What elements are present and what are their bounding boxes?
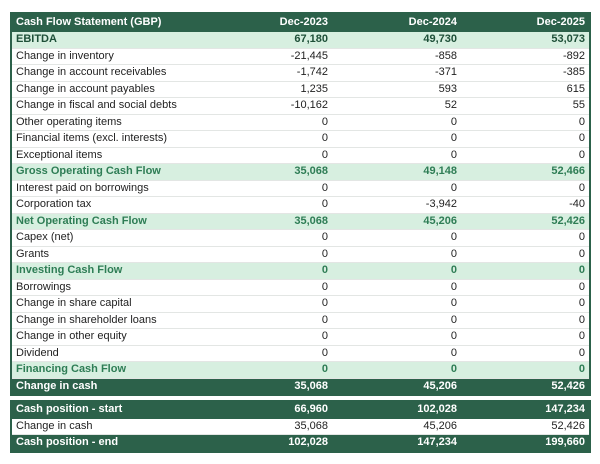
row-value: 0 <box>332 329 461 346</box>
row-value: 52 <box>332 98 461 115</box>
row-label: Financial items (excl. interests) <box>11 131 203 148</box>
table-row <box>11 378 590 395</box>
row-value: 53,073 <box>461 32 590 49</box>
row-value: 0 <box>461 114 590 131</box>
row-value: 0 <box>332 263 461 280</box>
row-value: 0 <box>203 296 332 313</box>
table-row <box>11 180 590 197</box>
row-label: Gross Operating Cash Flow <box>11 164 203 181</box>
row-label: Change in inventory <box>11 48 203 65</box>
row-value: 45,206 <box>332 418 461 435</box>
row-value: 0 <box>203 180 332 197</box>
table-row <box>11 114 590 131</box>
row-value: 35,068 <box>203 378 332 395</box>
row-value: 35,068 <box>203 164 332 181</box>
row-label: Change in cash <box>11 418 203 435</box>
row-value: 0 <box>461 246 590 263</box>
row-value: 0 <box>461 312 590 329</box>
row-label: EBITDA <box>11 32 203 49</box>
row-label: Other operating items <box>11 114 203 131</box>
row-value: 102,028 <box>203 435 332 452</box>
row-value: 0 <box>461 131 590 148</box>
row-value: -3,942 <box>332 197 461 214</box>
row-value: -1,742 <box>203 65 332 82</box>
row-value: -385 <box>461 65 590 82</box>
row-value: 0 <box>203 197 332 214</box>
row-value: 0 <box>203 131 332 148</box>
table-row <box>11 296 590 313</box>
row-value: -892 <box>461 48 590 65</box>
row-value: 0 <box>461 263 590 280</box>
table-row <box>11 32 590 49</box>
row-value: 0 <box>461 296 590 313</box>
row-value: 45,206 <box>332 378 461 395</box>
table-row <box>11 98 590 115</box>
row-label: Change in shareholder loans <box>11 312 203 329</box>
row-value: 0 <box>203 230 332 247</box>
row-value: 615 <box>461 81 590 98</box>
cash-flow-statement <box>10 12 590 453</box>
row-value: 0 <box>461 230 590 247</box>
row-value: 593 <box>332 81 461 98</box>
table-row <box>11 312 590 329</box>
table-row <box>11 131 590 148</box>
table-row <box>11 164 590 181</box>
row-value: 102,028 <box>332 401 461 418</box>
row-value: 0 <box>332 246 461 263</box>
row-value: 35,068 <box>203 213 332 230</box>
row-value: 55 <box>461 98 590 115</box>
row-value: 0 <box>461 329 590 346</box>
row-value: 0 <box>332 114 461 131</box>
table-row <box>11 213 590 230</box>
column-header-dec-2025: Dec-2025 <box>461 13 590 32</box>
row-label: Cash position - start <box>11 401 203 418</box>
row-value: 66,960 <box>203 401 332 418</box>
table-row <box>11 65 590 82</box>
table-row <box>11 81 590 98</box>
row-value: 0 <box>461 345 590 362</box>
row-value: 49,148 <box>332 164 461 181</box>
row-value: 52,466 <box>461 164 590 181</box>
table-row <box>11 418 590 435</box>
row-label: Dividend <box>11 345 203 362</box>
table-header-row <box>11 13 590 32</box>
row-value: 0 <box>332 147 461 164</box>
row-value: 199,660 <box>461 435 590 452</box>
row-label: Grants <box>11 246 203 263</box>
table-row <box>11 246 590 263</box>
row-value: 0 <box>332 296 461 313</box>
table-row <box>11 329 590 346</box>
table-row <box>11 362 590 379</box>
row-value: 0 <box>203 362 332 379</box>
row-value: 52,426 <box>461 378 590 395</box>
cash-flow-table-body <box>11 32 590 396</box>
row-value: 147,234 <box>332 435 461 452</box>
row-label: Interest paid on borrowings <box>11 180 203 197</box>
row-label: Capex (net) <box>11 230 203 247</box>
table-row <box>11 263 590 280</box>
row-value: 147,234 <box>461 401 590 418</box>
column-header-dec-2024: Dec-2024 <box>332 13 461 32</box>
row-value: 0 <box>461 147 590 164</box>
row-label: Change in fiscal and social debts <box>11 98 203 115</box>
table-row <box>11 197 590 214</box>
row-value: 0 <box>203 114 332 131</box>
row-value: 0 <box>332 362 461 379</box>
table-row <box>11 48 590 65</box>
row-label: Financing Cash Flow <box>11 362 203 379</box>
row-value: 0 <box>332 131 461 148</box>
row-label: Change in other equity <box>11 329 203 346</box>
table-title: Cash Flow Statement (GBP) <box>11 13 203 32</box>
row-value: 0 <box>203 263 332 280</box>
row-label: Exceptional items <box>11 147 203 164</box>
table-row <box>11 147 590 164</box>
row-value: -21,445 <box>203 48 332 65</box>
row-value: 0 <box>332 279 461 296</box>
row-value: 45,206 <box>332 213 461 230</box>
row-value: 0 <box>203 312 332 329</box>
row-value: 0 <box>332 312 461 329</box>
row-value: 67,180 <box>203 32 332 49</box>
row-value: 52,426 <box>461 213 590 230</box>
table-row <box>11 345 590 362</box>
row-value: 1,235 <box>203 81 332 98</box>
row-value: -10,162 <box>203 98 332 115</box>
cash-position-table <box>10 400 591 453</box>
row-value: 0 <box>203 246 332 263</box>
row-label: Change in account payables <box>11 81 203 98</box>
row-label: Cash position - end <box>11 435 203 452</box>
row-value: 0 <box>203 329 332 346</box>
row-label: Change in account receivables <box>11 65 203 82</box>
row-label: Investing Cash Flow <box>11 263 203 280</box>
table-row <box>11 279 590 296</box>
row-value: 0 <box>203 345 332 362</box>
row-value: 0 <box>332 345 461 362</box>
row-label: Borrowings <box>11 279 203 296</box>
table-row <box>11 230 590 247</box>
row-value: 35,068 <box>203 418 332 435</box>
cash-flow-table <box>10 12 591 396</box>
row-value: -858 <box>332 48 461 65</box>
table-row <box>11 435 590 452</box>
row-value: 0 <box>203 147 332 164</box>
row-value: 0 <box>332 230 461 247</box>
row-label: Change in cash <box>11 378 203 395</box>
row-value: 0 <box>332 180 461 197</box>
cash-position-table-body <box>11 401 590 452</box>
row-value: 52,426 <box>461 418 590 435</box>
row-label: Change in share capital <box>11 296 203 313</box>
column-header-dec-2023: Dec-2023 <box>203 13 332 32</box>
row-label: Corporation tax <box>11 197 203 214</box>
table-row <box>11 401 590 418</box>
row-value: -371 <box>332 65 461 82</box>
row-value: 0 <box>461 180 590 197</box>
row-value: 0 <box>461 279 590 296</box>
row-value: 49,730 <box>332 32 461 49</box>
row-value: 0 <box>203 279 332 296</box>
row-value: 0 <box>461 362 590 379</box>
row-label: Net Operating Cash Flow <box>11 213 203 230</box>
row-value: -40 <box>461 197 590 214</box>
